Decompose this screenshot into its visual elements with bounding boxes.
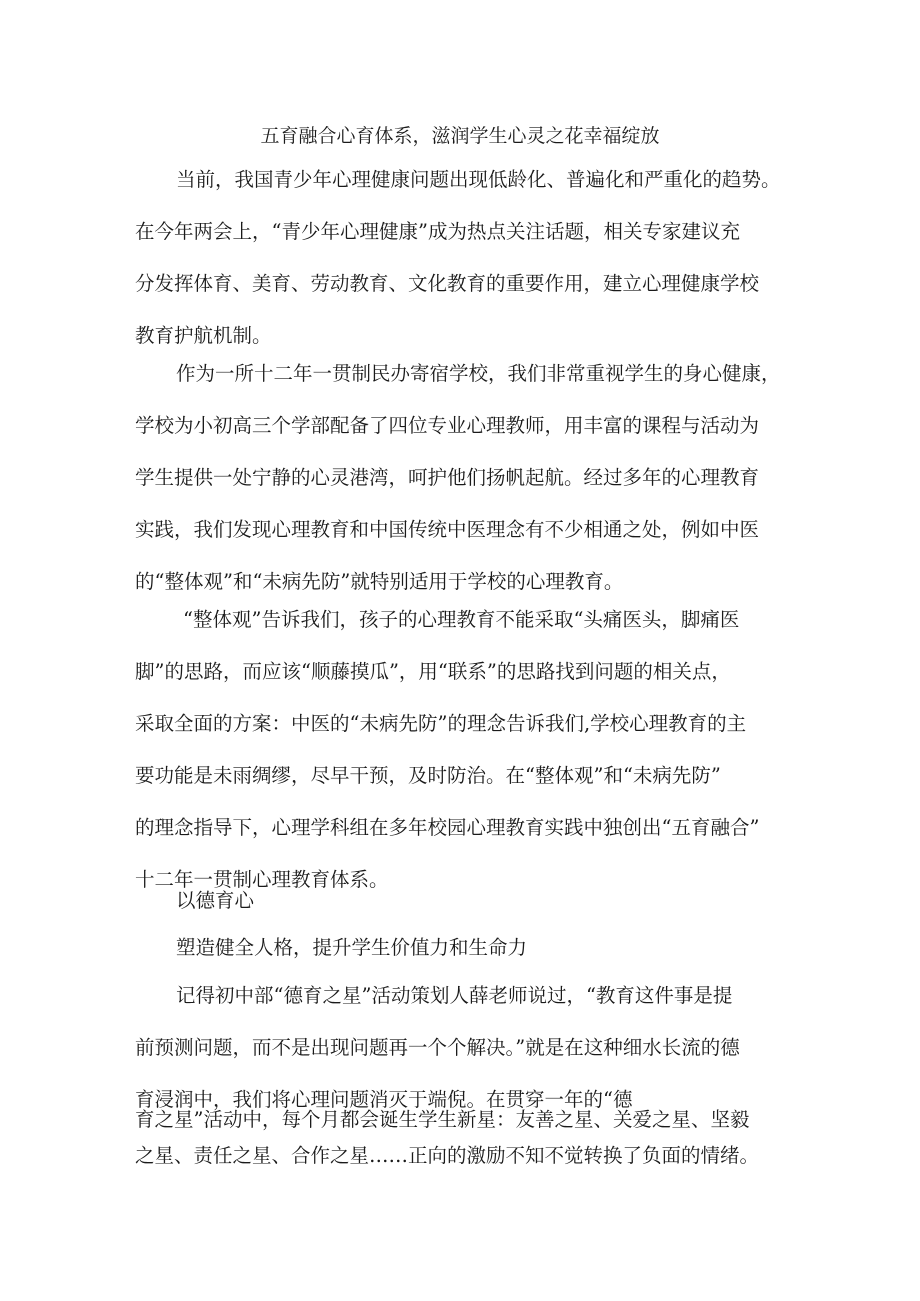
- text-line: 的理念指导下，心理学科组在多年校园心理教育实践中独创出“五育融合”: [135, 816, 760, 839]
- text-line: 记得初中部“德育之星”活动策划人薛老师说过，“教育这件事是提: [176, 984, 733, 1007]
- text-line: 教育护航机制。: [135, 324, 272, 347]
- text-line: 分发挥体育、美育、劳动教育、文化教育的重要作用，建立心理健康学校: [135, 272, 760, 295]
- paragraph-2: [135, 348, 785, 608]
- text-line: 育之星”活动中，每个月都会诞生学生新星：友善之星、关爱之星、坚毅: [135, 1108, 750, 1131]
- text-line: 实践，我们发现心理教育和中国传统中医理念有不少相通之处，例如中医: [135, 518, 760, 541]
- text-line: 前预测问题，而不是出现问题再一个个解决。”就是在这种细水长流的德: [135, 1036, 740, 1059]
- section-subheading: 塑造健全人格，提升学生价值力和生命力: [176, 936, 528, 959]
- text-line: 育浸润中，我们将心理问题消灭于端倪。在贯穿一年的“德: [135, 1088, 633, 1111]
- text-line: 之星、责任之星、合作之星……正向的激励不知不觉转换了负面的情绪。: [135, 1144, 760, 1167]
- paragraph-3: [135, 594, 785, 906]
- text-line: 作为一所十二年一贯制民办寄宿学校，我们非常重视学生的身心健康，: [176, 362, 781, 385]
- text-line: 脚”的思路，而应该“顺藤摸瓜”，用“联系”的思路找到问题的相关点，: [135, 660, 731, 683]
- text-line: 要功能是未雨绸缪，尽早干预，及时防治。在“整体观”和“未病先防”: [135, 764, 721, 787]
- paragraph-1: [135, 154, 785, 362]
- text-line: 学生提供一处宁静的心灵港湾，呵护他们扬帆起航。经过多年的心理教育: [135, 466, 760, 489]
- section-heading: 以德育心: [176, 889, 255, 912]
- text-line: 当前，我国青少年心理健康问题出现低龄化、普遍化和严重化的趋势。: [176, 168, 781, 191]
- text-line: 采取全面的方案：中医的“未病先防”的理念告诉我们,学校心理教育的主: [135, 712, 747, 735]
- document-title: 五育融合心育体系，滋润学生心灵之花幸福绽放: [260, 125, 660, 147]
- text-line: 学校为小初高三个学部配备了四位专业心理教师，用丰富的课程与活动为: [135, 414, 760, 437]
- text-line: 的“整体观”和“未病先防”就特别适用于学校的心理教育。: [135, 570, 624, 593]
- text-line: 在今年两会上，“青少年心理健康”成为热点关注话题，相关专家建议充: [135, 220, 740, 243]
- paragraph-5: [135, 1102, 785, 1174]
- text-line: “整体观”告诉我们，孩子的心理教育不能采取“头痛医头，脚痛医: [183, 608, 740, 631]
- text-line: 十二年一贯制心理教育体系。: [135, 868, 389, 891]
